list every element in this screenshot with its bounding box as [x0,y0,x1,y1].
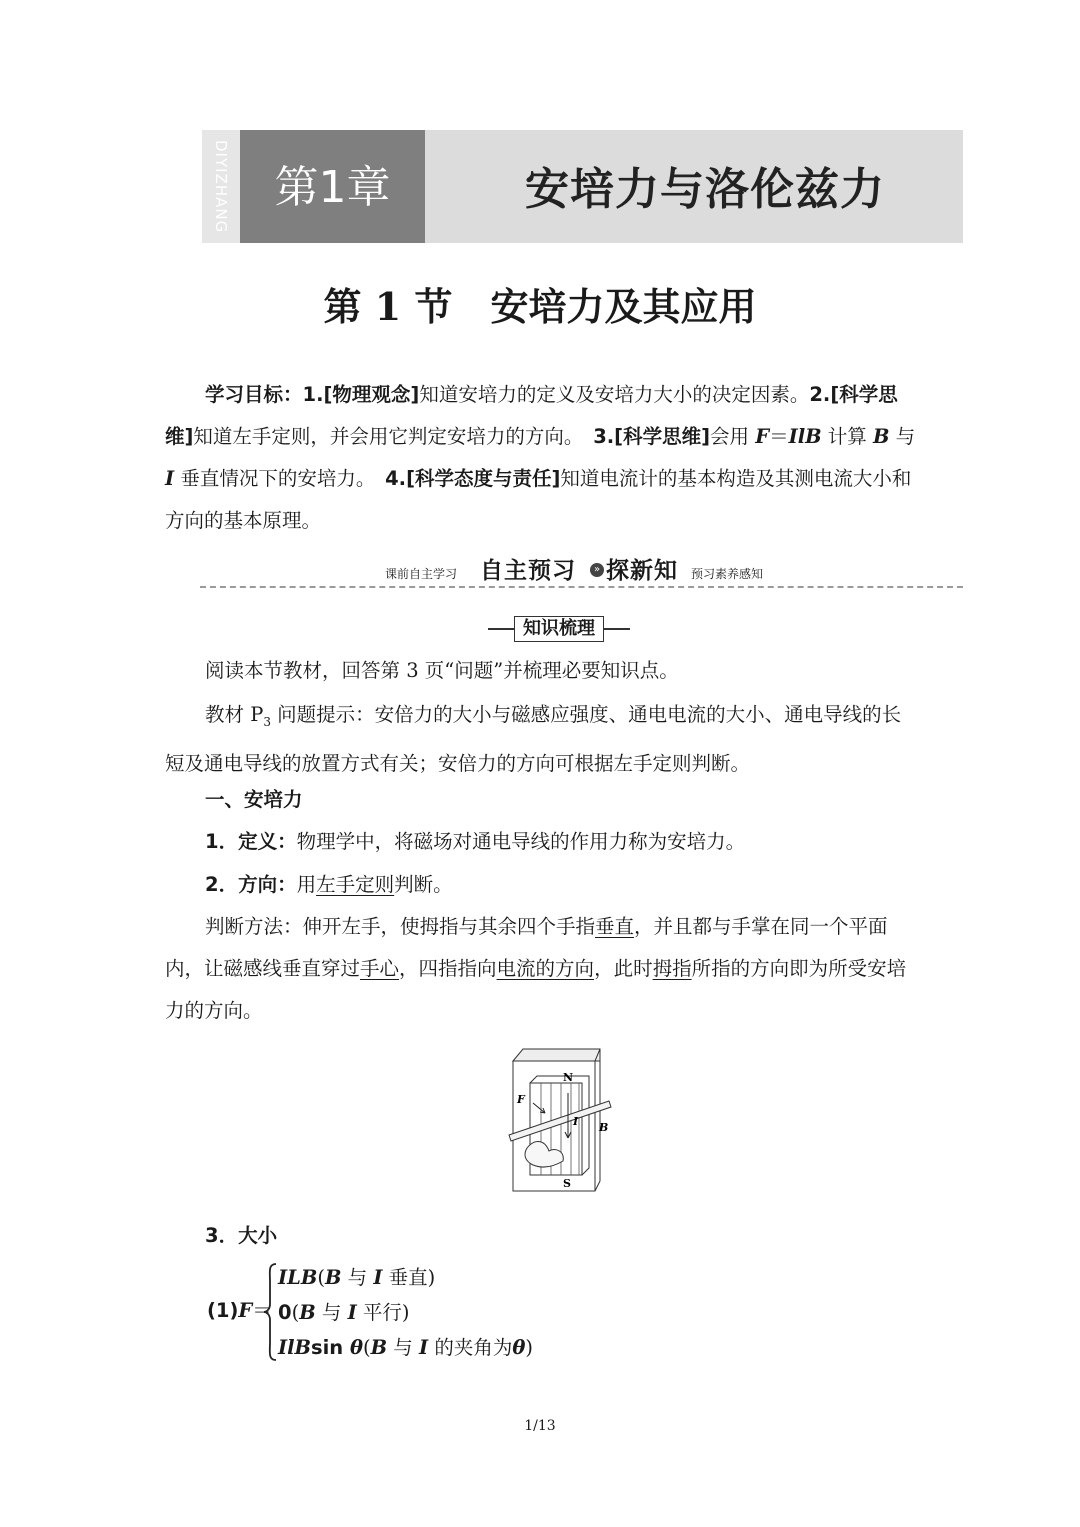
direction-num: 2．方向： [205,873,297,896]
objective-3-text-c: 与 [889,425,916,448]
case-2-expr: 0 [278,1301,292,1324]
objective-3-num: 3. [593,425,615,448]
case-2-cond-b: 与 [315,1301,348,1324]
hint-sub: 3 [263,714,271,729]
figure-label-N: N [563,1071,574,1084]
objective-3-eq: ＝ [769,425,789,448]
section-title: 第 1 节 安培力及其应用 [323,284,757,329]
case-2-cond-c: 平行) [356,1301,410,1324]
objective-3-B: B [873,425,890,448]
case-2-B: B [299,1301,316,1324]
intro-paragraph: 阅读本节教材，回答第 3 页“问题”并梳理必要知识点。 [205,659,679,682]
formula-case-2 [278,1298,410,1328]
definition-num: 1．定义： [205,830,297,853]
objective-3-tag: [科学思维] [614,425,710,448]
objective-1-text: 知道安培力的定义及安培力大小的决定因素。 [419,383,810,406]
method-b: ，并且都与手掌在同一个平面内，让磁感线垂直穿过 [165,915,888,980]
direction-post: 判断。 [394,873,453,896]
method-e: 所指的方向即为所受安培力的方向。 [165,957,907,1022]
preview-small-right: 预习素养感知 [691,567,764,581]
case-3-cond-a: ( [363,1336,371,1359]
case-1-cond-b: 与 [341,1266,374,1289]
definition-text: 物理学中，将磁场对通电导线的作用力称为安培力。 [296,830,746,853]
objective-2-num: 2. [809,383,831,406]
heading-ampere-force: 一、安培力 [205,788,303,811]
hint-lead: 教材 P [205,703,264,726]
objective-3-text-b: 计算 [821,425,873,448]
method-paragraph [165,906,920,1032]
hint-text: 问题提示：安倍力的大小与磁感应强度、通电电流的大小、通电导线的长短及通电导线的放置方式有关；安倍力的方向可根据左手定则判断。 [165,703,902,775]
figure-label-S: S [563,1177,571,1190]
preview-small-left: 课前自主学习 [385,567,458,581]
objective-1-num: 1. [302,383,324,406]
method-ul1: 垂直 [595,915,635,938]
case-3-I: I [419,1336,429,1359]
objective-1-tag: [物理观念] [323,383,420,406]
case-1-I: I [373,1266,383,1289]
method-ul3: 电流的方向 [496,957,595,980]
direction-paragraph [165,864,920,906]
objective-3-F: F [755,425,770,448]
size-heading: 3．大小 [205,1224,278,1247]
case-3-B: B [370,1336,388,1359]
method-a: 判断方法：伸开左手，使拇指与其余四个手指 [205,915,596,938]
formula-lhs-F: F [238,1299,253,1322]
case-3-theta2: θ [512,1336,526,1359]
formula-brace [262,1262,278,1362]
learning-objectives [165,374,920,542]
case-1-expr: ILB [278,1266,318,1289]
method-ul2: 手心 [360,957,400,980]
formula-lhs-num: (1) [207,1299,239,1322]
chapter-number: 第1章 [274,162,391,213]
case-1-cond-a: ( [317,1266,325,1289]
objective-3-ILB: IlB [788,425,822,448]
knowledge-label: 知识梳理 [514,616,604,642]
objectives-lead: 学习目标： [205,383,303,406]
case-3-cond-b: 与 [387,1336,419,1359]
case-2-I: I [347,1301,357,1324]
formula-case-3 [278,1333,533,1363]
objective-4-tag: [科学态度与责任] [406,467,561,490]
figure-label-I: I [573,1115,579,1128]
hint-paragraph [165,694,920,785]
chapter-title: 安培力与洛伦兹力 [525,164,885,215]
chapter-pinyin: DIYIZHANG [212,139,230,234]
case-3-cond-d: ) [525,1336,533,1359]
case-3-cond-c: 的夹角为 [428,1336,513,1359]
direction-pre: 用 [296,873,317,896]
case-3-theta: θ [349,1336,363,1359]
figure-label-B: B [599,1121,609,1134]
knowledge-line-left [488,628,514,630]
left-hand-rule-figure [505,1043,615,1198]
preview-divider [200,586,963,588]
case-1-cond-c: 垂直) [382,1266,436,1289]
formula-lhs-eq: ＝ [252,1299,272,1322]
page-number: 1/13 [524,1418,556,1434]
method-c: ，四指指向 [399,957,497,980]
double-arrow-icon: » [590,563,604,577]
case-3-sin: sin [311,1336,350,1359]
preview-heading-b: 探新知 [606,558,678,584]
knowledge-line-right [604,628,630,630]
method-d: ，此时 [594,957,653,980]
formula-case-1 [278,1263,435,1293]
method-ul4: 拇指 [652,957,692,980]
figure-label-F: F [517,1093,525,1106]
preview-heading-a: 自主预习 [480,558,576,584]
definition-paragraph [165,821,920,863]
objective-4-num: 4. [385,467,407,490]
objective-3-text-a: 会用 [710,425,756,448]
case-1-B: B [324,1266,342,1289]
direction-underlined: 左手定则 [316,873,395,896]
case-3-expr: IlB [278,1336,312,1359]
objective-2-text: 知道左手定则，并会用它判定安培力的方向。 [193,425,594,448]
objective-3-I: I [165,467,175,490]
objective-4-text: 知道电流计的基本构造及其测电流大小和方向的基本原理。 [165,467,912,532]
objective-2-tag: [科学思维] [165,383,898,448]
objective-3-text-d: 垂直情况下的安培力。 [174,467,386,490]
case-2-cond-a: ( [291,1301,300,1324]
